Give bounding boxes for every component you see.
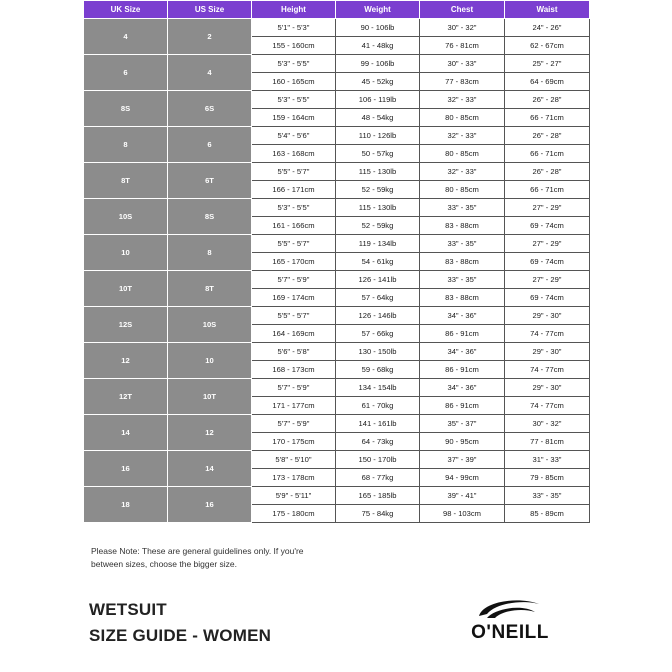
height-imperial-cell: 5'7" - 5'9" bbox=[252, 271, 336, 289]
chest-metric-cell: 80 - 85cm bbox=[420, 145, 505, 163]
weight-imperial-cell: 141 - 161lb bbox=[336, 415, 420, 433]
height-metric-cell: 173 - 178cm bbox=[252, 469, 336, 487]
us-size-cell: 6T bbox=[168, 163, 252, 199]
chest-imperial-cell: 32" - 33" bbox=[420, 163, 505, 181]
height-imperial-cell: 5'8" - 5'10" bbox=[252, 451, 336, 469]
waist-imperial-cell: 25" - 27" bbox=[505, 55, 590, 73]
us-size-cell: 8S bbox=[168, 199, 252, 235]
uk-size-cell: 8S bbox=[84, 91, 168, 127]
weight-imperial-cell: 119 - 134lb bbox=[336, 235, 420, 253]
waist-metric-cell: 77 - 81cm bbox=[505, 433, 590, 451]
height-metric-cell: 168 - 173cm bbox=[252, 361, 336, 379]
chest-metric-cell: 83 - 88cm bbox=[420, 217, 505, 235]
chest-imperial-cell: 32" - 33" bbox=[420, 127, 505, 145]
height-imperial-cell: 5'5" - 5'7" bbox=[252, 307, 336, 325]
title-line: WETSUIT bbox=[89, 600, 167, 619]
weight-metric-cell: 57 - 66kg bbox=[336, 325, 420, 343]
us-size-cell: 10S bbox=[168, 307, 252, 343]
weight-imperial-cell: 130 - 150lb bbox=[336, 343, 420, 361]
uk-size-cell: 6 bbox=[84, 55, 168, 91]
note-line: between sizes, choose the bigger size. bbox=[91, 559, 238, 569]
brand-logo bbox=[440, 596, 580, 648]
uk-size-cell: 18 bbox=[84, 487, 168, 523]
waist-metric-cell: 74 - 77cm bbox=[505, 325, 590, 343]
chest-metric-cell: 94 - 99cm bbox=[420, 469, 505, 487]
page-title bbox=[89, 597, 271, 649]
height-metric-cell: 169 - 174cm bbox=[252, 289, 336, 307]
height-metric-cell: 164 - 169cm bbox=[252, 325, 336, 343]
weight-metric-cell: 75 - 84kg bbox=[336, 505, 420, 523]
waist-imperial-cell: 27" - 29" bbox=[505, 199, 590, 217]
height-imperial-cell: 5'7" - 5'9" bbox=[252, 379, 336, 397]
height-imperial-cell: 5'4" - 5'6" bbox=[252, 127, 336, 145]
waist-metric-cell: 69 - 74cm bbox=[505, 253, 590, 271]
chest-metric-cell: 80 - 85cm bbox=[420, 181, 505, 199]
waist-imperial-cell: 33" - 35" bbox=[505, 487, 590, 505]
table-row bbox=[84, 307, 590, 325]
waist-metric-cell: 85 - 89cm bbox=[505, 505, 590, 523]
weight-imperial-cell: 134 - 154lb bbox=[336, 379, 420, 397]
waist-imperial-cell: 24" - 26" bbox=[505, 19, 590, 37]
weight-metric-cell: 50 - 57kg bbox=[336, 145, 420, 163]
weight-imperial-cell: 110 - 126lb bbox=[336, 127, 420, 145]
us-size-cell: 12 bbox=[168, 415, 252, 451]
logo-wordmark: O'NEILL bbox=[471, 622, 549, 643]
chest-imperial-cell: 37" - 39" bbox=[420, 451, 505, 469]
weight-imperial-cell: 126 - 146lb bbox=[336, 307, 420, 325]
waist-imperial-cell: 29" - 30" bbox=[505, 379, 590, 397]
height-metric-cell: 159 - 164cm bbox=[252, 109, 336, 127]
uk-size-cell: 4 bbox=[84, 19, 168, 55]
col-header-us-size: US Size bbox=[168, 1, 252, 19]
waist-imperial-cell: 29" - 30" bbox=[505, 307, 590, 325]
weight-imperial-cell: 150 - 170lb bbox=[336, 451, 420, 469]
waist-imperial-cell: 29" - 30" bbox=[505, 343, 590, 361]
uk-size-cell: 10T bbox=[84, 271, 168, 307]
weight-metric-cell: 52 - 59kg bbox=[336, 181, 420, 199]
weight-metric-cell: 54 - 61kg bbox=[336, 253, 420, 271]
chest-imperial-cell: 30" - 32" bbox=[420, 19, 505, 37]
chest-metric-cell: 76 - 81cm bbox=[420, 37, 505, 55]
waist-metric-cell: 79 - 85cm bbox=[505, 469, 590, 487]
table-row bbox=[84, 91, 590, 109]
waist-metric-cell: 69 - 74cm bbox=[505, 217, 590, 235]
chest-imperial-cell: 33" - 35" bbox=[420, 271, 505, 289]
title-line: SIZE GUIDE - WOMEN bbox=[89, 626, 272, 645]
us-size-cell: 6S bbox=[168, 91, 252, 127]
table-row bbox=[84, 55, 590, 73]
weight-metric-cell: 68 - 77kg bbox=[336, 469, 420, 487]
guideline-note bbox=[91, 545, 391, 571]
weight-imperial-cell: 115 - 130lb bbox=[336, 199, 420, 217]
note-line: Please Note: These are general guidelines only. If you're bbox=[91, 546, 304, 556]
height-imperial-cell: 5'6" - 5'8" bbox=[252, 343, 336, 361]
us-size-cell: 4 bbox=[168, 55, 252, 91]
chest-metric-cell: 86 - 91cm bbox=[420, 361, 505, 379]
waist-imperial-cell: 27" - 29" bbox=[505, 271, 590, 289]
table-row bbox=[84, 127, 590, 145]
us-size-cell: 8T bbox=[168, 271, 252, 307]
us-size-cell: 10T bbox=[168, 379, 252, 415]
height-imperial-cell: 5'9" - 5'11" bbox=[252, 487, 336, 505]
waist-imperial-cell: 31" - 33" bbox=[505, 451, 590, 469]
waist-metric-cell: 66 - 71cm bbox=[505, 109, 590, 127]
weight-imperial-cell: 99 - 106lb bbox=[336, 55, 420, 73]
table-header-row bbox=[84, 1, 590, 19]
us-size-cell: 2 bbox=[168, 19, 252, 55]
chest-metric-cell: 86 - 91cm bbox=[420, 325, 505, 343]
height-metric-cell: 161 - 166cm bbox=[252, 217, 336, 235]
chest-imperial-cell: 35" - 37" bbox=[420, 415, 505, 433]
us-size-cell: 8 bbox=[168, 235, 252, 271]
chest-imperial-cell: 34" - 36" bbox=[420, 343, 505, 361]
us-size-cell: 6 bbox=[168, 127, 252, 163]
waist-metric-cell: 62 - 67cm bbox=[505, 37, 590, 55]
waist-metric-cell: 69 - 74cm bbox=[505, 289, 590, 307]
weight-metric-cell: 41 - 48kg bbox=[336, 37, 420, 55]
chest-metric-cell: 86 - 91cm bbox=[420, 397, 505, 415]
weight-imperial-cell: 90 - 106lb bbox=[336, 19, 420, 37]
col-header-uk-size: UK Size bbox=[84, 1, 168, 19]
us-size-cell: 14 bbox=[168, 451, 252, 487]
chest-imperial-cell: 33" - 35" bbox=[420, 199, 505, 217]
chest-metric-cell: 90 - 95cm bbox=[420, 433, 505, 451]
chest-metric-cell: 83 - 88cm bbox=[420, 253, 505, 271]
table-row bbox=[84, 343, 590, 361]
height-imperial-cell: 5'7" - 5'9" bbox=[252, 415, 336, 433]
weight-imperial-cell: 165 - 185lb bbox=[336, 487, 420, 505]
uk-size-cell: 12T bbox=[84, 379, 168, 415]
waist-imperial-cell: 26" - 28" bbox=[505, 127, 590, 145]
weight-metric-cell: 61 - 70kg bbox=[336, 397, 420, 415]
weight-metric-cell: 57 - 64kg bbox=[336, 289, 420, 307]
chest-imperial-cell: 30" - 33" bbox=[420, 55, 505, 73]
col-header-weight: Weight bbox=[336, 1, 420, 19]
height-imperial-cell: 5'5" - 5'7" bbox=[252, 163, 336, 181]
height-imperial-cell: 5'1" - 5'3" bbox=[252, 19, 336, 37]
uk-size-cell: 10S bbox=[84, 199, 168, 235]
weight-imperial-cell: 126 - 141lb bbox=[336, 271, 420, 289]
size-chart-table bbox=[83, 0, 590, 523]
chest-metric-cell: 80 - 85cm bbox=[420, 109, 505, 127]
waist-imperial-cell: 26" - 28" bbox=[505, 163, 590, 181]
uk-size-cell: 8T bbox=[84, 163, 168, 199]
waist-imperial-cell: 30" - 32" bbox=[505, 415, 590, 433]
chest-metric-cell: 98 - 103cm bbox=[420, 505, 505, 523]
waist-metric-cell: 74 - 77cm bbox=[505, 361, 590, 379]
weight-metric-cell: 52 - 59kg bbox=[336, 217, 420, 235]
table-row bbox=[84, 415, 590, 433]
weight-metric-cell: 64 - 73kg bbox=[336, 433, 420, 451]
weight-metric-cell: 48 - 54kg bbox=[336, 109, 420, 127]
height-imperial-cell: 5'3" - 5'5" bbox=[252, 91, 336, 109]
chest-imperial-cell: 32" - 33" bbox=[420, 91, 505, 109]
uk-size-cell: 10 bbox=[84, 235, 168, 271]
chest-metric-cell: 77 - 83cm bbox=[420, 73, 505, 91]
col-header-chest: Chest bbox=[420, 1, 505, 19]
uk-size-cell: 12S bbox=[84, 307, 168, 343]
height-metric-cell: 166 - 171cm bbox=[252, 181, 336, 199]
table-row bbox=[84, 451, 590, 469]
height-metric-cell: 171 - 177cm bbox=[252, 397, 336, 415]
col-header-height: Height bbox=[252, 1, 336, 19]
table-row bbox=[84, 163, 590, 181]
height-imperial-cell: 5'3" - 5'5" bbox=[252, 55, 336, 73]
us-size-cell: 10 bbox=[168, 343, 252, 379]
chest-imperial-cell: 34" - 36" bbox=[420, 379, 505, 397]
height-imperial-cell: 5'5" - 5'7" bbox=[252, 235, 336, 253]
uk-size-cell: 8 bbox=[84, 127, 168, 163]
chest-imperial-cell: 39" - 41" bbox=[420, 487, 505, 505]
height-metric-cell: 160 - 165cm bbox=[252, 73, 336, 91]
weight-imperial-cell: 106 - 119lb bbox=[336, 91, 420, 109]
waist-metric-cell: 64 - 69cm bbox=[505, 73, 590, 91]
table-row bbox=[84, 379, 590, 397]
chest-imperial-cell: 34" - 36" bbox=[420, 307, 505, 325]
us-size-cell: 16 bbox=[168, 487, 252, 523]
weight-metric-cell: 45 - 52kg bbox=[336, 73, 420, 91]
height-metric-cell: 175 - 180cm bbox=[252, 505, 336, 523]
col-header-waist: Waist bbox=[505, 1, 590, 19]
table-row bbox=[84, 235, 590, 253]
table-row bbox=[84, 487, 590, 505]
weight-imperial-cell: 115 - 130lb bbox=[336, 163, 420, 181]
waist-imperial-cell: 26" - 28" bbox=[505, 91, 590, 109]
height-metric-cell: 163 - 168cm bbox=[252, 145, 336, 163]
chest-imperial-cell: 33" - 35" bbox=[420, 235, 505, 253]
chest-metric-cell: 83 - 88cm bbox=[420, 289, 505, 307]
height-metric-cell: 155 - 160cm bbox=[252, 37, 336, 55]
table-row bbox=[84, 271, 590, 289]
table-row bbox=[84, 19, 590, 37]
height-imperial-cell: 5'3" - 5'5" bbox=[252, 199, 336, 217]
uk-size-cell: 12 bbox=[84, 343, 168, 379]
oneill-wave-icon bbox=[473, 596, 547, 622]
waist-metric-cell: 66 - 71cm bbox=[505, 181, 590, 199]
uk-size-cell: 16 bbox=[84, 451, 168, 487]
height-metric-cell: 165 - 170cm bbox=[252, 253, 336, 271]
weight-metric-cell: 59 - 68kg bbox=[336, 361, 420, 379]
waist-metric-cell: 74 - 77cm bbox=[505, 397, 590, 415]
uk-size-cell: 14 bbox=[84, 415, 168, 451]
table-row bbox=[84, 199, 590, 217]
waist-imperial-cell: 27" - 29" bbox=[505, 235, 590, 253]
waist-metric-cell: 66 - 71cm bbox=[505, 145, 590, 163]
height-metric-cell: 170 - 175cm bbox=[252, 433, 336, 451]
